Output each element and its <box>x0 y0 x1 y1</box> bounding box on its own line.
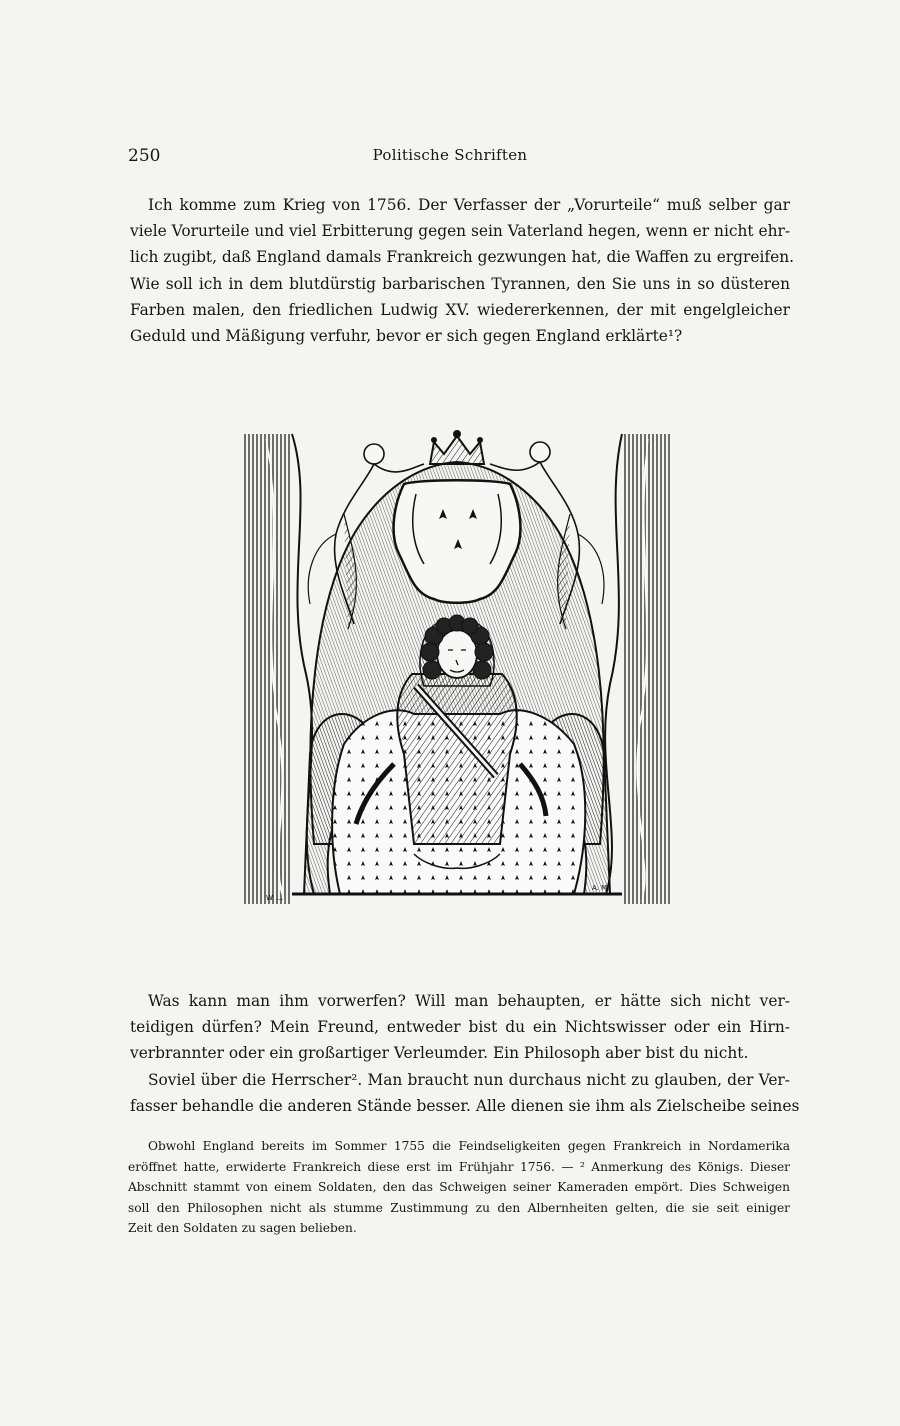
text-line: viele Vorurteile und viel Erbitterung gegen sein Vaterland hegen, wenn er nicht ehr- <box>130 222 791 241</box>
footnotes <box>128 1136 790 1239</box>
crown-icon <box>430 430 484 464</box>
engraver-signature-left: W. ... <box>266 894 284 902</box>
footnote-line: Abschnitt stammt von einem Soldaten, den das Schweigen seiner Kameraden empört. Dies Schweigen <box>128 1180 790 1195</box>
footnote-line: Obwohl England bereits im Sommer 1755 die Feindseligkeiten gegen Frankreich in Nordamerika <box>148 1139 790 1153</box>
page-number: 250 <box>128 146 161 166</box>
paragraph-3 <box>130 1067 800 1119</box>
footnote-line: Zeit den Soldaten zu sagen belieben. <box>128 1221 357 1236</box>
text-line: Ich komme zum Krieg von 1756. Der Verfasser der „Vorurteile“ muß selber gar <box>148 196 790 214</box>
engraving-king-enthroned <box>244 424 670 904</box>
running-head: Politische Schriften <box>372 146 528 164</box>
paragraph-1 <box>130 192 795 349</box>
text-line: lich zugibt, daß England damals Frankreich gezwungen hat, die Waffen zu ergreifen. <box>130 248 795 267</box>
text-line: teidigen dürfen? Mein Freund, entweder bist du ein Nichtswisser oder ein Hirn- <box>130 1018 790 1037</box>
footnote-line: eröffnet hatte, erwiderte Frankreich diese erst im Frühjahr 1756. — ² Anmerkung des Königs. Dieser <box>128 1159 790 1174</box>
text-line: fasser behandle die anderen Stände besser. Alle dienen sie ihm als Zielscheibe seines <box>130 1097 800 1116</box>
text-line: Soviel über die Herrscher². Man braucht nun durchaus nicht zu glauben, der Ver- <box>148 1071 790 1089</box>
text-line: Wie soll ich in dem blutdürstig barbarischen Tyrannen, den Sie uns in so düsteren <box>130 274 790 293</box>
engraver-signature-right: A. M. <box>592 884 610 892</box>
footnote-line: soll den Philosophen nicht als stumme Zustimmung zu den Albernheiten gelten, die sie seit einiger <box>128 1200 790 1215</box>
text-line: verbrannter oder ein großartiger Verleumder. Ein Philosoph aber bist du nicht. <box>130 1044 749 1063</box>
text-line: Geduld und Mäßigung verfuhr, bevor er sich gegen England erklärte¹? <box>130 327 683 346</box>
text-line: Farben malen, den friedlichen Ludwig XV. wiedererkennen, der mit engelgleicher <box>130 300 790 319</box>
paragraph-2 <box>130 988 790 1067</box>
text-line: Was kann man ihm vorwerfen? Will man behaupten, er hätte sich nicht ver- <box>148 992 790 1010</box>
curtain-left <box>244 434 292 904</box>
